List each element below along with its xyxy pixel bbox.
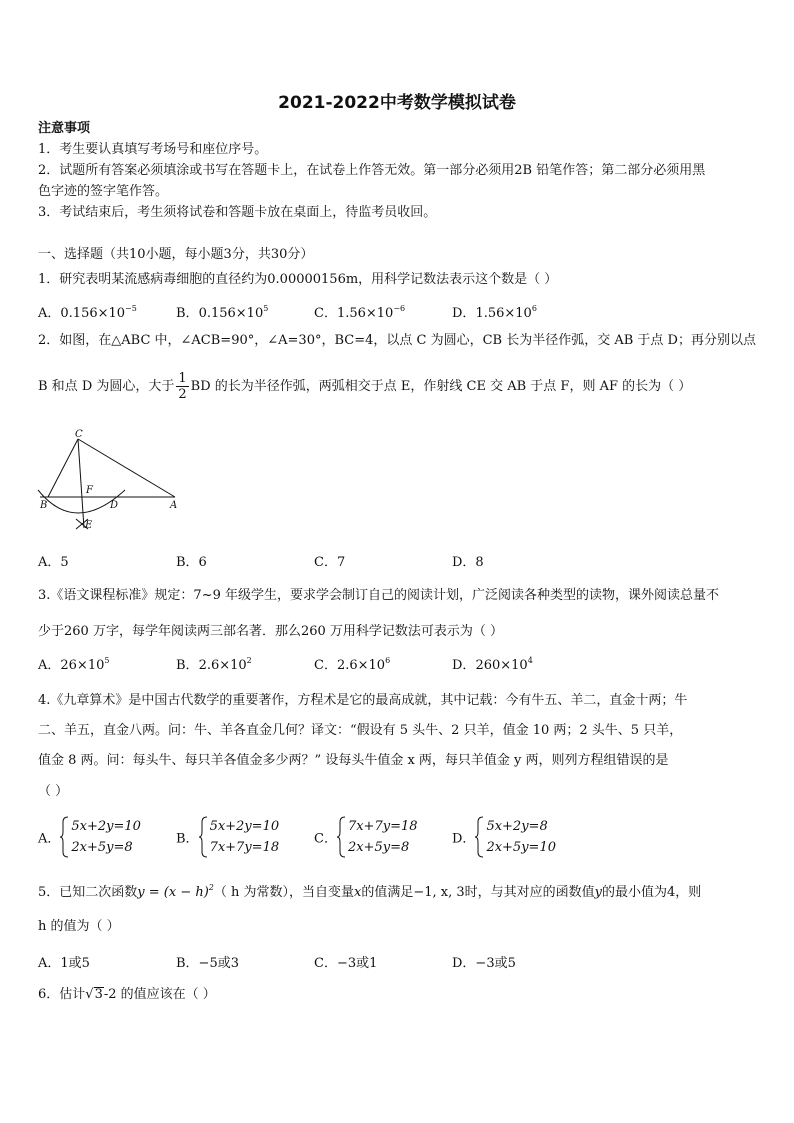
- notice-heading: 注意事项: [38, 121, 91, 136]
- point-label-d: D: [110, 500, 119, 511]
- point-label-b: B: [40, 500, 48, 511]
- option-c: C．$2.6\times 10^6$: [314, 656, 391, 673]
- question-4-line3: 值金 8 两。问：每头牛、每只羊各值金多少两？” 设每头牛值金 x 两，每只羊值金 y 两，则列方程组错误的是: [38, 753, 669, 768]
- question-3-line1: 3.《语文课程标准》规定：7~9 年级学生，要求学会制订自己的阅读计划，广泛阅读各种类型的读物，课外阅读总量不: [38, 588, 719, 603]
- equation-system: 7x+7y=18 2x+5y=8: [337, 816, 418, 858]
- question-2-line2: B 和点 D 为圆心，大于 $\frac{1}{2}$ BD 的长为半径作弧，两弧相交于点 E，作射线 CE 交 AB 于点 F，则 AF 的长为（ ）: [38, 371, 692, 402]
- function-expression: $y = (x - h)^2$: [137, 883, 214, 900]
- point-label-f: F: [86, 485, 93, 496]
- option-d: D．8: [452, 555, 484, 570]
- question-6-stem: 6．估计√3-2 的值应该在（ ）: [38, 987, 216, 1002]
- sqrt-symbol: √: [85, 987, 94, 1002]
- notice-item: 色字迹的签字笔作答。: [38, 184, 169, 199]
- option-b: B．−5或3: [176, 956, 239, 971]
- option-c: C．7: [314, 555, 346, 570]
- equation-system: 5x+2y=10 2x+5y=8: [60, 816, 141, 858]
- option-a: A．5: [38, 555, 69, 570]
- triangle-figure: [30, 428, 190, 538]
- option-b: B．$2.6\times 10^2$: [176, 656, 252, 673]
- question-4-line4: （ ）: [38, 784, 69, 799]
- option-b: B．$0.156\times 10^5$: [176, 304, 269, 321]
- question-1-stem: 1．研究表明某流感病毒细胞的直径约为0.00000156m，用科学记数法表示这个数是（ ）: [38, 272, 558, 287]
- notice-item: 2．试题所有答案必须填涂或书写在答题卡上，在试卷上作答无效。第一部分必须用2B 铅笔作答；第二部分必须用黑: [38, 163, 706, 178]
- left-brace-icon: [60, 816, 70, 858]
- option-a: A．1或5: [38, 956, 90, 971]
- option-c: C．−3或1: [314, 956, 378, 971]
- option-a: A．$26\times 10^5$: [38, 656, 110, 673]
- option-d: D． 5x+2y=8 2x+5y=10: [452, 816, 556, 858]
- notice-item: 3．考试结束后，考生须将试卷和答题卡放在桌面上，待监考员收回。: [38, 205, 437, 220]
- question-3-options: [38, 654, 638, 674]
- option-d: D．$260\times 10^4$: [452, 656, 533, 673]
- left-brace-icon: [475, 816, 485, 858]
- section-heading: 一、选择题（共10小题，每小题3分，共30分）: [38, 247, 314, 262]
- option-d: D．$1.56\times 10^6$: [452, 304, 537, 321]
- fraction-one-half: $\frac{1}{2}$: [178, 371, 187, 402]
- equation-system: 5x+2y=8 2x+5y=10: [475, 816, 556, 858]
- notice-item: 1．考生要认真填写考场号和座位序号。: [38, 142, 268, 157]
- option-d: D．−3或5: [452, 956, 516, 971]
- option-c: C．$1.56\times 10^{-6}$: [314, 304, 406, 321]
- question-5-line1: 5．已知二次函数$y = (x - h)^2$（ h 为常数），当自变量x的值满足−1, x, 3时，与其对应的函数值y的最小值为4，则: [38, 883, 702, 900]
- question-5-options: [38, 952, 638, 972]
- question-2-options: [38, 551, 638, 571]
- left-brace-icon: [199, 816, 209, 858]
- geometry-diagram: [30, 428, 190, 538]
- left-brace-icon: [337, 816, 347, 858]
- radicand: 3: [94, 987, 103, 1002]
- point-label-e: E: [85, 520, 93, 531]
- question-4-line2: 二、羊五，直金八两。问：牛、羊各直金几何？译文：“假设有 5 头牛、2 只羊，值金 10 两；2 头牛、5 只羊，: [38, 723, 683, 738]
- point-label-c: C: [75, 429, 83, 440]
- question-4-line1: 4.《九章算术》是中国古代数学的重要著作，方程术是它的最高成就，其中记载：今有牛五、羊二，直金十两；牛: [38, 693, 688, 708]
- question-4-options: [38, 816, 638, 864]
- equation-system: 5x+2y=10 7x+7y=18: [199, 816, 280, 858]
- option-b: B．6: [176, 555, 207, 570]
- question-1-options: [38, 302, 638, 322]
- exam-title: 2021-2022中考数学模拟试卷: [278, 93, 516, 113]
- point-label-a: A: [170, 500, 178, 511]
- option-a: A．$0.156\times 10^{-5}$: [38, 304, 137, 321]
- option-b: B． 5x+2y=10 7x+7y=18: [176, 816, 279, 858]
- question-3-line2: 少于260 万字，每学年阅读两三部名著．那么260 万用科学记数法可表示为（ ）: [38, 624, 504, 639]
- question-2-line1: 2．如图，在△ABC 中，∠ACB=90°，∠A=30°，BC=4，以点 C 为圆心，CB 长为半径作弧，交 AB 于点 D；再分别以点: [38, 333, 756, 348]
- option-c: C． 7x+7y=18 2x+5y=8: [314, 816, 418, 858]
- question-5-line2: h 的值为（ ）: [38, 919, 120, 934]
- option-a: A． 5x+2y=10 2x+5y=8: [38, 816, 141, 858]
